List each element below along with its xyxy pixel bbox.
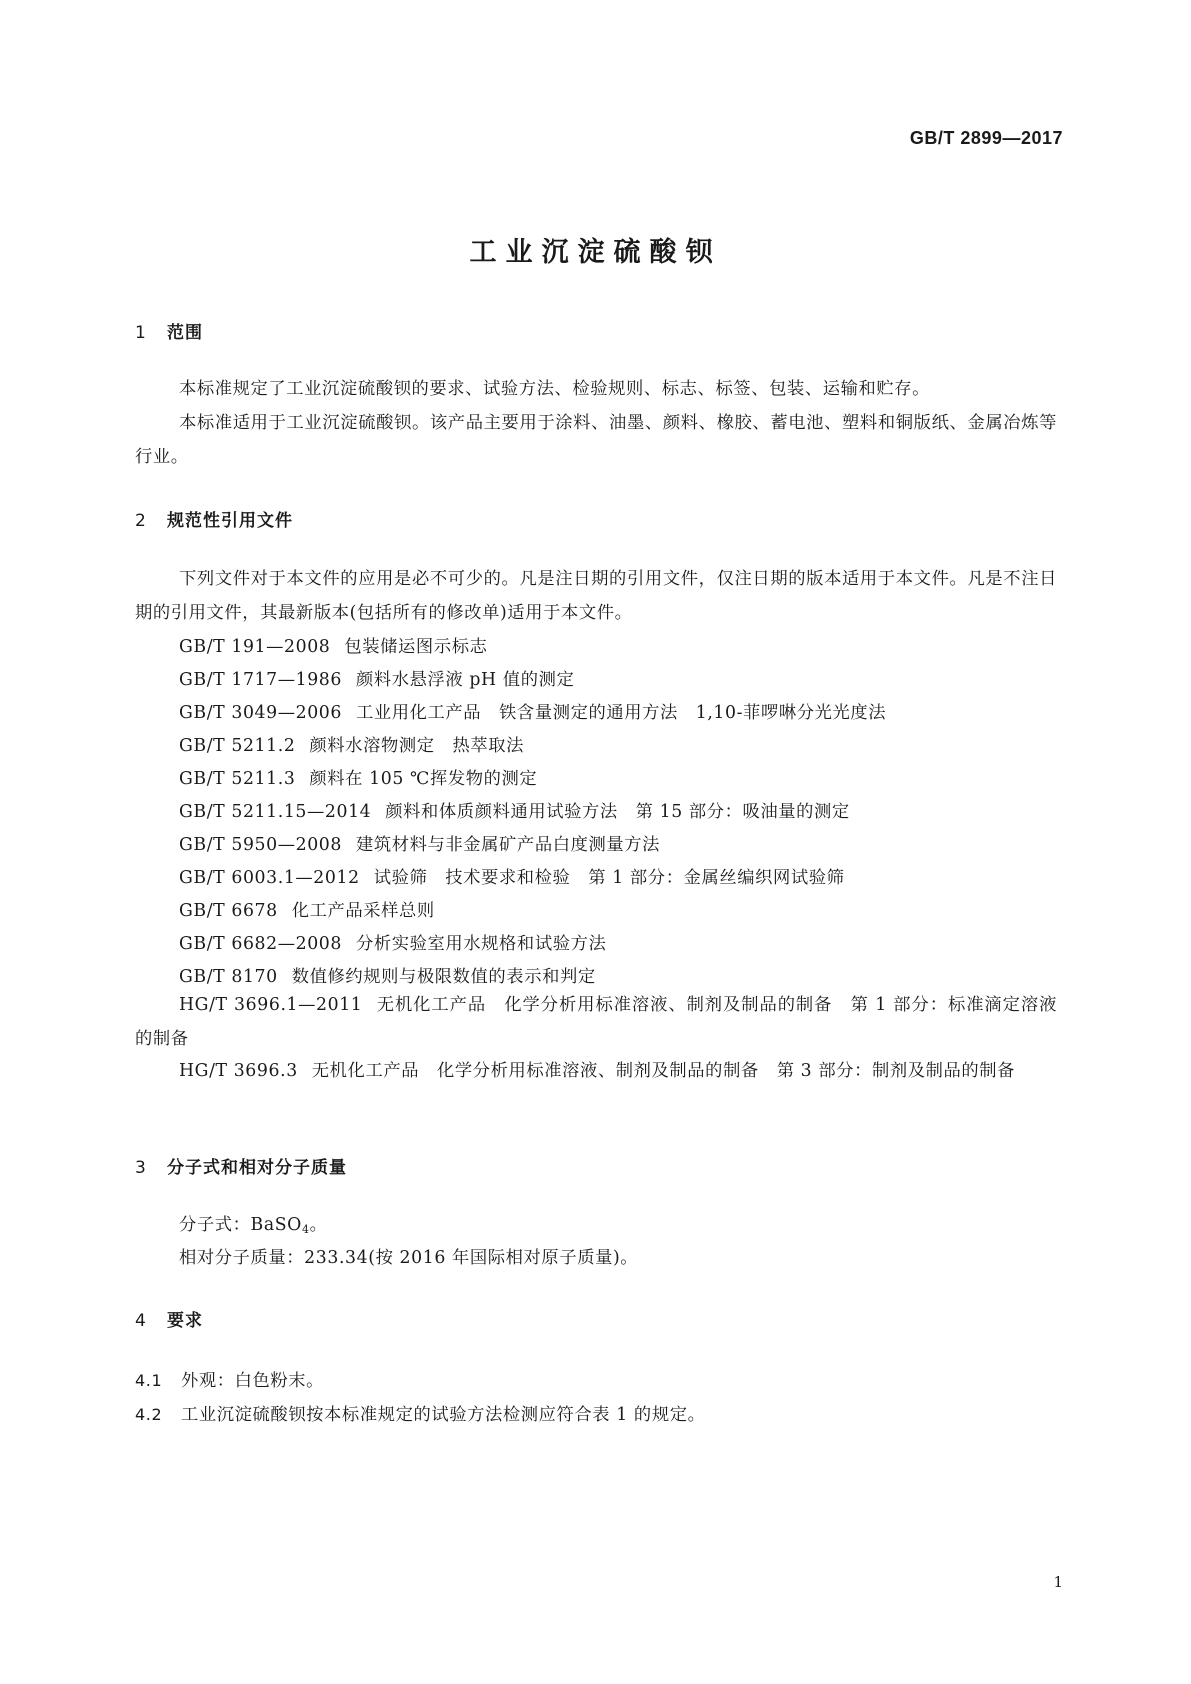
section-title: 规范性引用文件 bbox=[167, 511, 293, 531]
clause-number: 4.2 bbox=[135, 1405, 163, 1424]
reference-item bbox=[179, 929, 606, 954]
reference-title: 建筑材料与非金属矿产品白度测量方法 bbox=[356, 835, 660, 855]
section-1-heading bbox=[135, 318, 203, 343]
section-number: 2 bbox=[135, 511, 147, 531]
reference-code: GB/T 3049—2006 bbox=[179, 703, 342, 723]
reference-code: GB/T 1717—1986 bbox=[179, 670, 342, 690]
paragraph: 本标准规定了工业沉淀硫酸钡的要求、试验方法、检验规则、标志、标签、包装、运输和贮存。 bbox=[179, 379, 931, 399]
clause-text: 外观：白色粉末。 bbox=[181, 1371, 325, 1391]
formula-end: 。 bbox=[309, 1215, 328, 1235]
standard-code: GB/T 2899—2017 bbox=[909, 128, 1063, 148]
reference-code: GB/T 6678 bbox=[179, 901, 278, 921]
molecular-mass: 相对分子质量：233.34(按 2016 年国际相对原子质量)。 bbox=[179, 1248, 639, 1268]
section-title: 分子式和相对分子质量 bbox=[167, 1158, 347, 1178]
section-number: 4 bbox=[135, 1311, 147, 1331]
section-title: 范围 bbox=[167, 323, 203, 343]
formula-subscript: 4 bbox=[301, 1223, 310, 1236]
clause-text: 工业沉淀硫酸钡按本标准规定的试验方法检测应符合表 1 的规定。 bbox=[181, 1405, 706, 1425]
paragraph: 本标准适用于工业沉淀硫酸钡。该产品主要用于涂料、油墨、颜料、橡胶、蓄电池、塑料和铜版纸、金属冶炼等行业。 bbox=[135, 413, 1057, 467]
reference-item bbox=[179, 764, 537, 789]
page-number: 1 bbox=[1053, 1573, 1063, 1591]
molecular-formula bbox=[179, 1210, 327, 1236]
reference-title: 颜料和体质颜料通用试验方法 第 15 部分：吸油量的测定 bbox=[385, 802, 850, 822]
reference-item bbox=[179, 665, 574, 690]
section-4-heading bbox=[135, 1306, 203, 1331]
reference-code: GB/T 5211.15—2014 bbox=[179, 802, 372, 822]
reference-item bbox=[135, 988, 1057, 1056]
reference-item bbox=[179, 797, 850, 822]
reference-title: 颜料在 105 ℃挥发物的测定 bbox=[309, 769, 538, 789]
reference-title: 包装储运图示标志 bbox=[344, 637, 488, 657]
reference-item bbox=[179, 830, 660, 855]
document-title: 工业沉淀硫酸钡 bbox=[469, 237, 722, 268]
reference-title: 无机化工产品 化学分析用标准溶液、制剂及制品的制备 第 1 部分：标准滴定溶液的制备 bbox=[135, 995, 1057, 1049]
reference-title: 无机化工产品 化学分析用标准溶液、制剂及制品的制备 第 3 部分：制剂及制品的制备 bbox=[311, 1061, 1016, 1081]
reference-item bbox=[179, 863, 845, 888]
reference-title: 颜料水悬浮液 pH 值的测定 bbox=[356, 670, 575, 690]
section-title: 要求 bbox=[167, 1311, 203, 1331]
reference-title: 分析实验室用水规格和试验方法 bbox=[356, 934, 607, 954]
formula-base: BaSO bbox=[250, 1215, 302, 1235]
section-2-heading bbox=[135, 506, 293, 531]
reference-item bbox=[179, 632, 487, 657]
reference-code: HG/T 3696.3 bbox=[179, 1061, 298, 1081]
reference-title: 试验筛 技术要求和检验 第 1 部分：金属丝编织网试验筛 bbox=[373, 868, 845, 888]
section-3-heading bbox=[135, 1153, 347, 1178]
reference-title: 化工产品采样总则 bbox=[291, 901, 435, 921]
reference-code: GB/T 6682—2008 bbox=[179, 934, 342, 954]
reference-item bbox=[179, 962, 596, 987]
reference-item bbox=[179, 896, 435, 921]
reference-title: 数值修约规则与极限数值的表示和判定 bbox=[291, 967, 596, 987]
reference-title: 颜料水溶物测定 热萃取法 bbox=[309, 736, 524, 756]
reference-code: GB/T 5211.3 bbox=[179, 769, 296, 789]
reference-code: GB/T 8170 bbox=[179, 967, 278, 987]
clause-number: 4.1 bbox=[135, 1371, 163, 1390]
reference-code: GB/T 6003.1—2012 bbox=[179, 868, 360, 888]
clause-4-2 bbox=[135, 1400, 705, 1425]
clause-4-1 bbox=[135, 1366, 324, 1391]
reference-item bbox=[179, 731, 524, 756]
section-number: 3 bbox=[135, 1158, 147, 1178]
reference-code: GB/T 5211.2 bbox=[179, 736, 296, 756]
reference-item bbox=[179, 698, 886, 723]
reference-title: 工业用化工产品 铁含量测定的通用方法 1,10-菲啰啉分光光度法 bbox=[356, 703, 887, 723]
reference-code: HG/T 3696.1—2011 bbox=[179, 995, 363, 1015]
section-number: 1 bbox=[135, 323, 147, 343]
reference-code: GB/T 191—2008 bbox=[179, 637, 331, 657]
paragraph: 下列文件对于本文件的应用是必不可少的。凡是注日期的引用文件，仅注日期的版本适用于本文件。凡是不注日期的引用文件，其最新版本(包括所有的修改单)适用于本文件。 bbox=[135, 569, 1057, 623]
formula-label: 分子式： bbox=[179, 1215, 251, 1235]
reference-item bbox=[135, 1054, 1057, 1088]
reference-code: GB/T 5950—2008 bbox=[179, 835, 342, 855]
